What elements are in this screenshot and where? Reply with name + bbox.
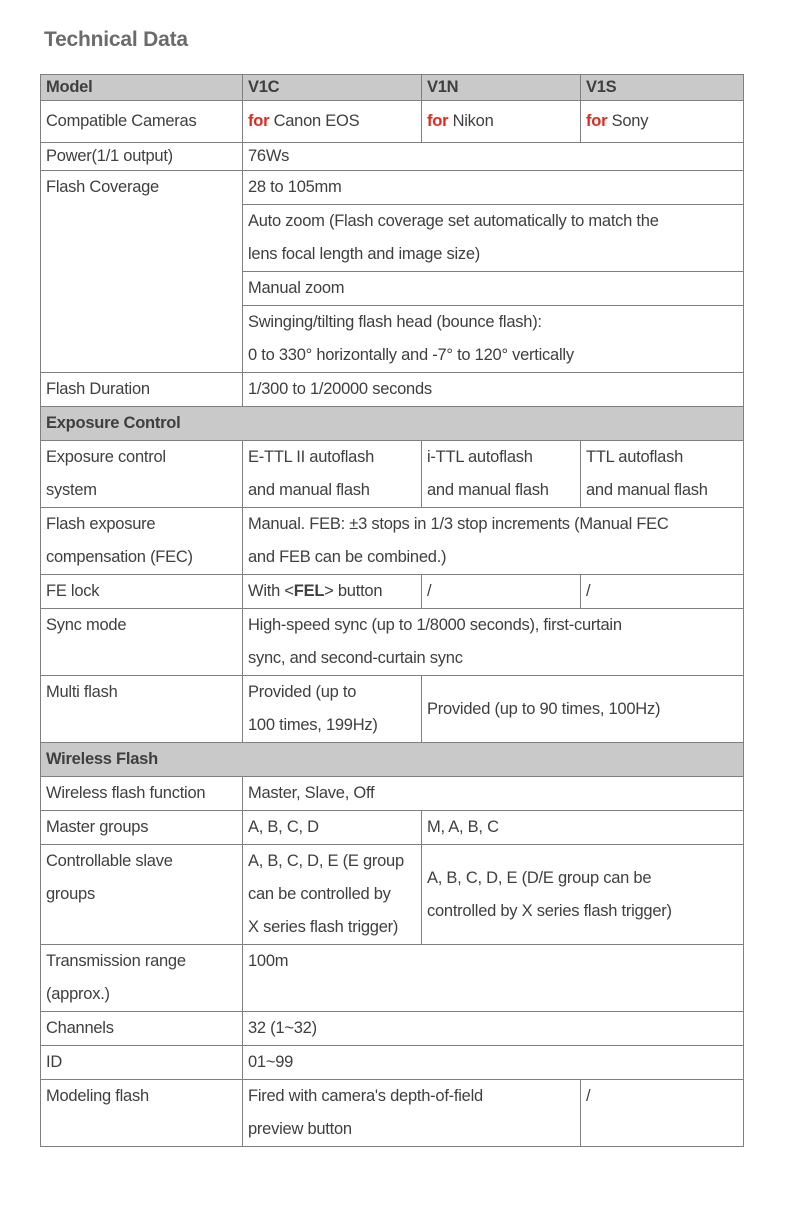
row-label bbox=[41, 441, 243, 508]
text-run: sync, and second-curtain sync bbox=[248, 649, 463, 667]
header-row bbox=[41, 75, 744, 101]
text-run: 0 to 330° horizontally and -7° to 120° vertically bbox=[248, 346, 574, 364]
table-row bbox=[41, 508, 744, 575]
text-run: Manual. FEB: ±3 stops in 1/3 stop increments (Manual FEC bbox=[248, 515, 669, 533]
text-run: 28 to 105mm bbox=[248, 178, 342, 196]
cell-line bbox=[248, 339, 738, 372]
text-run: FEL bbox=[293, 582, 325, 600]
text-run: Provided (up to bbox=[248, 683, 357, 701]
text-run: and manual flash bbox=[248, 481, 370, 499]
cell-line bbox=[248, 575, 416, 608]
cell-line bbox=[248, 541, 738, 574]
cell-line bbox=[248, 1080, 575, 1113]
cell-line bbox=[427, 575, 575, 608]
row-label bbox=[41, 777, 243, 811]
row-label bbox=[41, 845, 243, 945]
text-run: and FEB can be combined.) bbox=[248, 548, 447, 566]
row-value bbox=[422, 676, 744, 743]
text-run: Model bbox=[46, 78, 93, 96]
row-value bbox=[243, 1012, 744, 1046]
cell-line bbox=[248, 1012, 738, 1045]
text-run: Sony bbox=[611, 112, 649, 130]
cell-line bbox=[248, 878, 416, 911]
cell-line bbox=[248, 676, 416, 709]
cell-line bbox=[586, 105, 738, 138]
cell-line bbox=[248, 609, 738, 642]
cell-line bbox=[586, 441, 738, 474]
text-run: A, B, C, D, E (E group bbox=[248, 852, 404, 870]
cell-line bbox=[248, 911, 416, 944]
cell-line bbox=[248, 143, 738, 170]
row-value bbox=[581, 101, 744, 143]
text-run: E-TTL II autoflash bbox=[248, 448, 375, 466]
cell-line bbox=[46, 978, 237, 1011]
cell-line bbox=[248, 811, 416, 844]
row-value bbox=[422, 101, 581, 143]
cell-line bbox=[248, 709, 416, 742]
text-run: V1C bbox=[248, 78, 280, 96]
cell-line bbox=[586, 1080, 738, 1113]
text-run: V1S bbox=[586, 78, 617, 96]
text-run: preview button bbox=[248, 1120, 352, 1138]
text-run: 01~99 bbox=[248, 1053, 294, 1071]
cell-line bbox=[46, 441, 237, 474]
cell-line bbox=[46, 676, 237, 709]
cell-line bbox=[46, 1046, 237, 1079]
text-run: Canon EOS bbox=[273, 112, 360, 130]
cell-line bbox=[248, 1113, 575, 1146]
row-label bbox=[41, 609, 243, 676]
cell-line bbox=[46, 407, 738, 440]
section-header bbox=[41, 407, 744, 441]
cell-line bbox=[248, 238, 738, 271]
cell-line bbox=[46, 777, 237, 810]
cell-line bbox=[586, 75, 738, 100]
cell-line bbox=[46, 575, 237, 608]
text-run: Exposure control bbox=[46, 448, 166, 466]
cell-line bbox=[427, 693, 738, 726]
row-value bbox=[422, 845, 744, 945]
row-value bbox=[243, 373, 744, 407]
cell-line bbox=[46, 609, 237, 642]
cell-line bbox=[46, 474, 237, 507]
column-header bbox=[422, 75, 581, 101]
row-value bbox=[243, 945, 744, 1012]
section-row bbox=[41, 407, 744, 441]
table-row bbox=[41, 845, 744, 945]
table-row bbox=[41, 1012, 744, 1046]
section-row bbox=[41, 743, 744, 777]
table-row bbox=[41, 609, 744, 676]
text-run: Provided (up to 90 times, 100Hz) bbox=[427, 699, 661, 718]
text-run: Modeling flash bbox=[46, 1087, 149, 1105]
text-run: Exposure Control bbox=[46, 414, 181, 432]
page-title: Technical Data bbox=[44, 28, 188, 51]
row-value bbox=[243, 441, 422, 508]
text-run: ID bbox=[46, 1053, 62, 1071]
cell-line bbox=[46, 845, 237, 878]
cell-line bbox=[248, 642, 738, 675]
text-run: X series flash trigger) bbox=[248, 918, 399, 936]
row-value bbox=[243, 171, 744, 205]
cell-line bbox=[248, 1046, 738, 1079]
spec-table-body bbox=[41, 75, 744, 1147]
row-value bbox=[581, 441, 744, 508]
row-label bbox=[41, 143, 243, 171]
cell-line bbox=[46, 105, 237, 138]
cell-line bbox=[427, 75, 575, 100]
row-value bbox=[581, 575, 744, 609]
text-run: Multi flash bbox=[46, 683, 118, 701]
text-run: TTL autoflash bbox=[586, 448, 684, 466]
row-label bbox=[41, 1046, 243, 1080]
cell-line bbox=[248, 75, 416, 100]
row-value bbox=[243, 508, 744, 575]
cell-line bbox=[46, 1012, 237, 1045]
text-run: Channels bbox=[46, 1019, 114, 1037]
row-value bbox=[243, 845, 422, 945]
text-run: Wireless flash function bbox=[46, 784, 206, 802]
text-run: Auto zoom (Flash coverage set automatically to match the bbox=[248, 212, 659, 230]
row-label bbox=[243, 272, 744, 306]
cell-line bbox=[46, 1080, 237, 1113]
text-run: 1/300 to 1/20000 seconds bbox=[248, 380, 432, 398]
row-label bbox=[41, 575, 243, 609]
text-run: can be controlled by bbox=[248, 885, 391, 903]
row-label bbox=[41, 101, 243, 143]
cell-line bbox=[46, 541, 237, 574]
cell-line bbox=[248, 373, 738, 406]
cell-line bbox=[586, 474, 738, 507]
text-run: / bbox=[586, 1087, 591, 1105]
cell-line bbox=[248, 845, 416, 878]
row-value bbox=[581, 1080, 744, 1147]
row-value bbox=[422, 811, 744, 845]
text-run: 100 times, 199Hz) bbox=[248, 716, 378, 734]
table-row bbox=[41, 777, 744, 811]
cell-line bbox=[248, 777, 738, 810]
cell-line bbox=[248, 105, 416, 138]
column-header bbox=[243, 75, 422, 101]
text-run: i-TTL autoflash bbox=[427, 448, 533, 466]
text-run: Flash exposure bbox=[46, 515, 156, 533]
table-row bbox=[41, 1080, 744, 1147]
text-run: 76Ws bbox=[248, 147, 290, 165]
section-header bbox=[41, 743, 744, 777]
row-label bbox=[41, 945, 243, 1012]
row-label bbox=[41, 676, 243, 743]
table-row bbox=[41, 575, 744, 609]
text-run: Fired with camera's depth-of-field bbox=[248, 1087, 483, 1105]
text-run: Compatible Cameras bbox=[46, 112, 197, 130]
text-run: A, B, C, D bbox=[248, 818, 319, 836]
table-row bbox=[41, 441, 744, 508]
text-run: M, A, B, C bbox=[427, 818, 499, 836]
text-run: 32 (1~32) bbox=[248, 1019, 317, 1037]
text-run: groups bbox=[46, 885, 95, 903]
cell-line bbox=[427, 811, 738, 844]
text-run: compensation (FEC) bbox=[46, 548, 193, 566]
text-run: / bbox=[427, 582, 432, 600]
text-run: Flash Coverage bbox=[46, 178, 159, 196]
table-row bbox=[41, 101, 744, 143]
row-value bbox=[243, 1080, 581, 1147]
text-run: High-speed sync (up to 1/8000 seconds), first-curtain bbox=[248, 616, 622, 634]
text-run: and manual flash bbox=[427, 481, 549, 499]
cell-line bbox=[248, 474, 416, 507]
text-run: Controllable slave bbox=[46, 852, 173, 870]
text-run: Flash Duration bbox=[46, 380, 150, 398]
row-value bbox=[243, 1046, 744, 1080]
text-run: Master, Slave, Off bbox=[248, 784, 375, 802]
row-value bbox=[243, 811, 422, 845]
row-value bbox=[243, 101, 422, 143]
text-run: Manual zoom bbox=[248, 279, 345, 297]
row-value bbox=[422, 575, 581, 609]
cell-line bbox=[248, 945, 738, 978]
text-run: / bbox=[586, 582, 591, 600]
table-row bbox=[41, 171, 744, 205]
cell-line bbox=[46, 171, 237, 204]
cell-line bbox=[248, 205, 738, 238]
row-value bbox=[243, 143, 744, 171]
cell-line bbox=[427, 895, 738, 928]
cell-line bbox=[586, 575, 738, 608]
brand-for-text: for bbox=[586, 112, 612, 130]
text-run: Sync mode bbox=[46, 616, 127, 634]
table-row bbox=[41, 811, 744, 845]
text-run: Wireless Flash bbox=[46, 750, 158, 768]
table-row bbox=[41, 945, 744, 1012]
text-run: 100m bbox=[248, 952, 289, 970]
table-row bbox=[41, 143, 744, 171]
cell-line bbox=[46, 508, 237, 541]
row-label bbox=[243, 306, 744, 373]
row-value bbox=[422, 441, 581, 508]
cell-line bbox=[46, 811, 237, 844]
text-run: Swinging/tilting flash head (bounce flash): bbox=[248, 313, 542, 331]
brand-for-text: for bbox=[427, 112, 453, 130]
text-run: With < bbox=[248, 582, 294, 600]
table-row bbox=[41, 373, 744, 407]
table-row bbox=[41, 1046, 744, 1080]
row-value bbox=[243, 676, 422, 743]
row-label bbox=[41, 171, 243, 373]
text-run: and manual flash bbox=[586, 481, 708, 499]
text-run: > button bbox=[324, 582, 383, 600]
cell-line bbox=[46, 945, 237, 978]
cell-line bbox=[46, 143, 237, 170]
text-run: system bbox=[46, 481, 97, 499]
row-value bbox=[243, 609, 744, 676]
cell-line bbox=[427, 862, 738, 895]
row-label bbox=[41, 1080, 243, 1147]
text-run: Nikon bbox=[452, 112, 494, 130]
cell-line bbox=[248, 171, 738, 204]
row-label bbox=[41, 1012, 243, 1046]
cell-line bbox=[46, 75, 237, 100]
text-run: A, B, C, D, E (D/E group can be bbox=[427, 868, 652, 887]
brand-for-text: for bbox=[248, 112, 274, 130]
row-label bbox=[41, 373, 243, 407]
row-label bbox=[243, 205, 744, 272]
cell-line bbox=[427, 474, 575, 507]
row-label bbox=[41, 508, 243, 575]
cell-line bbox=[46, 373, 237, 406]
cell-line bbox=[248, 441, 416, 474]
cell-line bbox=[248, 508, 738, 541]
row-value bbox=[243, 777, 744, 811]
text-run: (approx.) bbox=[46, 985, 110, 1003]
cell-line bbox=[46, 878, 237, 911]
cell-line bbox=[46, 743, 738, 776]
text-run: V1N bbox=[427, 78, 459, 96]
spec-table bbox=[40, 74, 744, 1147]
text-run: controlled by X series flash trigger) bbox=[427, 901, 672, 920]
text-run: Power(1/1 output) bbox=[46, 147, 173, 165]
cell-line bbox=[248, 272, 738, 305]
column-header bbox=[581, 75, 744, 101]
cell-line bbox=[427, 441, 575, 474]
column-header bbox=[41, 75, 243, 101]
row-value bbox=[243, 575, 422, 609]
cell-line bbox=[248, 306, 738, 339]
page bbox=[0, 28, 790, 1147]
text-run: FE lock bbox=[46, 582, 100, 600]
text-run: Transmission range bbox=[46, 952, 186, 970]
text-run: Master groups bbox=[46, 818, 149, 836]
table-row bbox=[41, 676, 744, 743]
row-label bbox=[41, 811, 243, 845]
text-run: lens focal length and image size) bbox=[248, 245, 481, 263]
cell-line bbox=[427, 105, 575, 138]
